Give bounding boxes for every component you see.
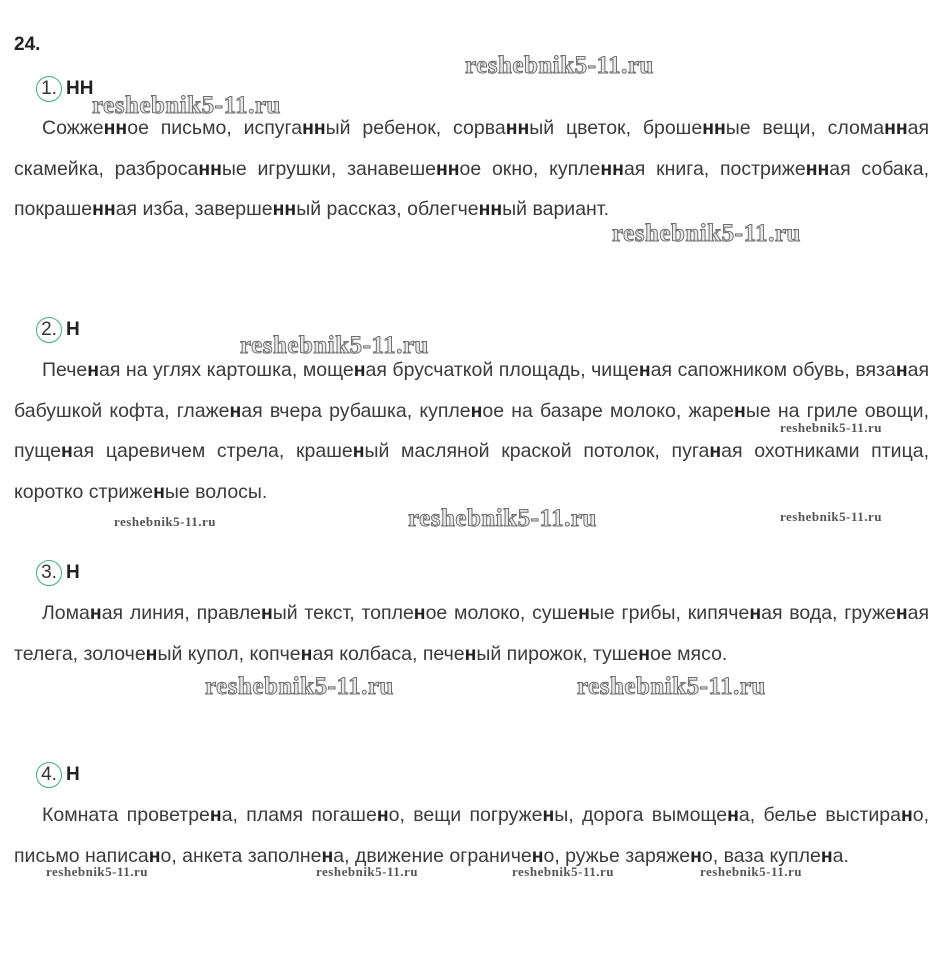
section-rule-letters: НН [66,78,94,99]
highlighted-suffix: н [145,642,158,665]
word-ending: ая сапожником обувь, [650,359,850,381]
word-phrase [42,804,238,826]
word-phrase [672,440,929,462]
watermark: reshebnik5-11.ru [46,864,149,879]
highlighted-suffix: н [229,399,242,422]
word-phrase [115,158,337,180]
highlighted-suffix: нн [92,198,116,220]
highlighted-suffix: нн [600,157,624,180]
word-stem: туше [592,642,639,665]
word-ending: ая царевичем стрела, [72,440,285,462]
word-ending: а. [832,844,849,867]
watermark: reshebnik5-11.ru [577,673,766,700]
highlighted-suffix: нн [103,117,128,139]
word-ending: ая колбаса, [312,642,418,665]
word-stem: коротко стриже [14,480,154,503]
highlighted-suffix: н [749,602,762,624]
word-stem: моще [302,359,354,381]
word-ending: ый рассказ, [296,198,402,220]
word-stem: постриже [719,157,806,180]
word-stem: Комната проветре [42,804,210,826]
word-phrase [532,602,681,624]
watermark: reshebnik5-11.ru [114,514,217,529]
word-stem: краше [295,440,353,462]
word-phrase [177,400,413,422]
word-ending: о, [543,844,560,867]
highlighted-suffix: н [727,804,739,826]
word-ending: ый масляной краской потолок, [364,440,660,462]
word-stem: груже [844,602,896,624]
highlighted-suffix: н [542,804,555,826]
word-ending: ая книга, [623,157,710,180]
word-stem: покраше [14,198,93,220]
highlighted-suffix: н [895,359,908,381]
highlighted-suffix: н [413,602,426,624]
word-phrase [14,481,267,503]
word-ending: а, [333,844,350,867]
word-ending: ый ребенок, [325,117,442,139]
watermark: reshebnik5-11.ru [316,864,419,879]
word-phrase [42,602,190,624]
word-phrase [195,198,402,220]
highlighted-suffix: н [376,804,389,826]
word-stem: броше [642,117,703,139]
highlighted-suffix: н [464,642,477,665]
watermark: reshebnik5-11.ru [512,864,615,879]
highlighted-suffix: н [690,844,702,867]
word-ending: ая телега, [14,602,930,665]
highlighted-suffix: нн [505,117,530,139]
word-phrase [413,804,573,826]
word-ending: ая линия, [101,602,190,624]
word-ending: ая брусчаткой площадь, [365,359,586,381]
highlighted-suffix: н [895,602,908,624]
word-ending: о, [701,844,719,867]
highlighted-suffix: н [531,844,544,867]
word-phrase [643,117,816,139]
word-phrase [361,602,525,624]
highlighted-suffix: н [260,602,273,624]
word-ending: о, [912,804,930,826]
highlighted-suffix: нн [272,198,297,220]
word-stem: кипяче [687,602,750,624]
highlighted-suffix: н [638,359,651,381]
highlighted-suffix: н [638,642,651,665]
watermark: reshebnik5-11.ru [240,332,429,359]
word-ending: ое окно, [459,157,539,180]
highlighted-suffix: н [901,804,913,826]
watermark: reshebnik5-11.ru [612,220,801,247]
word-phrase [246,804,405,826]
word-phrase [591,359,850,381]
word-stem: правле [196,602,261,624]
word-phrase [549,158,709,180]
word-ending: ый купол, [157,642,245,665]
word-ending: ое на базаре молоко, [482,399,682,422]
word-ending: ая изба, [115,198,190,220]
highlighted-suffix: нн [884,117,908,139]
section-rule-letters: Н [66,764,80,785]
word-stem: золоче [83,642,146,665]
highlighted-suffix: н [352,440,365,462]
word-stem: белье выстира [763,804,902,826]
word-ending: ые игрушки, [221,157,337,180]
word-phrase [688,602,838,624]
word-ending: ые грибы, [589,602,681,624]
word-ending: ый текст, [272,602,355,624]
word-ending: ая собака, [829,157,929,180]
word-ending: а, [221,804,238,826]
highlighted-suffix: н [87,359,99,381]
watermark: reshebnik5-11.ru [780,509,883,524]
word-stem: ваза купле [723,844,821,867]
highlighted-suffix: н [60,440,73,462]
word-stem: слома [827,117,885,139]
section-number-circle: 1. [36,76,62,102]
highlighted-suffix: н [148,844,161,867]
highlighted-suffix: н [209,804,222,826]
word-ending: ое письмо, [127,117,232,139]
word-phrase [14,198,189,220]
highlighted-suffix: н [321,844,334,867]
word-phrase [347,158,538,180]
word-stem: Лома [42,602,90,624]
word-stem: суше [532,602,579,624]
word-ending: ая бабушкой кофта, [14,359,930,422]
highlighted-suffix: нн [702,117,726,139]
watermark: reshebnik5-11.ru [465,52,654,79]
word-phrase [249,643,417,665]
word-phrase [14,440,284,462]
word-stem: анкета заполне [182,844,322,867]
word-phrase [303,359,586,381]
highlighted-suffix: нн [478,198,503,220]
word-ending: а, [738,804,756,826]
word-stem: облегче [407,198,479,220]
word-stem: купле [419,399,471,422]
word-ending: ый вариант. [502,198,609,220]
word-stem: пламя погаше [246,804,377,826]
word-stem: жаре [688,399,735,422]
section-4-heading [36,760,80,790]
word-stem: пуще [14,440,61,462]
word-ending: ый цветок, [529,117,631,139]
section-number-circle: 4. [36,762,62,788]
word-stem: вяза [855,359,896,381]
word-stem: ружье заряже [565,844,691,867]
highlighted-suffix: н [153,480,165,503]
word-stem: Сожже [42,117,104,139]
section-3-heading [36,558,80,588]
word-ending: о, [388,804,405,826]
word-phrase [197,602,355,624]
word-phrase [42,359,297,381]
section-rule-letters: Н [66,319,80,340]
section-number-circle: 2. [36,317,62,343]
word-ending: ая вода, [761,602,838,624]
word-stem: дорога вымоще [582,804,728,826]
word-stem: Пече [42,359,88,381]
watermark: reshebnik5-11.ru [700,864,803,879]
watermark: reshebnik5-11.ru [92,92,281,119]
word-ending: ый пирожок, [476,642,588,665]
section-rule-letters: Н [66,562,80,583]
highlighted-suffix: нн [435,157,460,180]
word-phrase [688,400,929,422]
word-phrase [244,117,442,139]
word-phrase [407,198,609,220]
highlighted-suffix: н [734,399,746,422]
word-stem: глаже [176,399,230,422]
highlighted-suffix: н [578,602,590,624]
section-number-circle: 3. [36,560,62,586]
word-phrase [582,804,755,826]
section-2-heading [36,315,80,345]
word-phrase [764,804,930,826]
word-ending: ая вчера рубашка, [241,399,413,422]
word-phrase [419,400,681,422]
word-stem: пече [422,642,465,665]
highlighted-suffix: н [820,844,833,867]
watermark: reshebnik5-11.ru [205,673,394,700]
section-1-text [14,108,929,230]
highlighted-suffix: н [300,642,313,665]
word-phrase [84,643,245,665]
highlighted-suffix: нн [198,157,222,180]
highlighted-suffix: н [470,399,483,422]
word-stem: письмо написа [14,844,149,867]
highlighted-suffix: н [89,602,102,624]
highlighted-suffix: н [353,359,366,381]
word-stem: копче [249,642,301,665]
task-number: 24. [14,34,41,55]
word-phrase [453,117,631,139]
highlighted-suffix: нн [302,117,326,139]
word-phrase [720,158,929,180]
word-stem: пуга [671,440,710,462]
section-1-heading [36,74,93,104]
word-stem: чище [591,359,639,381]
section-3-text [14,593,929,674]
watermark: reshebnik5-11.ru [408,505,597,532]
word-stem: разброса [114,157,199,180]
word-stem: занавеше [347,157,436,180]
word-stem: купле [549,157,601,180]
word-stem: испуга [243,117,303,139]
word-stem: сорва [453,117,506,139]
word-ending: ое мясо. [650,642,728,665]
word-ending: ая скамейка, [14,117,930,180]
word-ending: ая охотниками птица, [721,440,929,462]
word-ending: о, [160,844,177,867]
word-phrase [296,440,660,462]
word-phrase [423,643,588,665]
word-stem: заверше [194,198,273,220]
word-ending: ая на углях картошка, [99,359,298,381]
word-stem: топле [361,602,414,624]
word-ending: ые волосы. [164,480,268,503]
word-ending: ые вещи, [725,117,816,139]
word-phrase [593,643,727,665]
word-ending: ые на гриле овощи, [745,399,929,422]
word-ending: ы, [554,804,574,826]
highlighted-suffix: н [709,440,722,462]
word-stem: движение ограниче [354,844,532,867]
word-ending: ое молоко, [425,602,526,624]
highlighted-suffix: нн [805,157,830,180]
word-phrase [42,117,232,139]
watermark: reshebnik5-11.ru [780,420,883,435]
word-stem: вещи погруже [413,804,543,826]
